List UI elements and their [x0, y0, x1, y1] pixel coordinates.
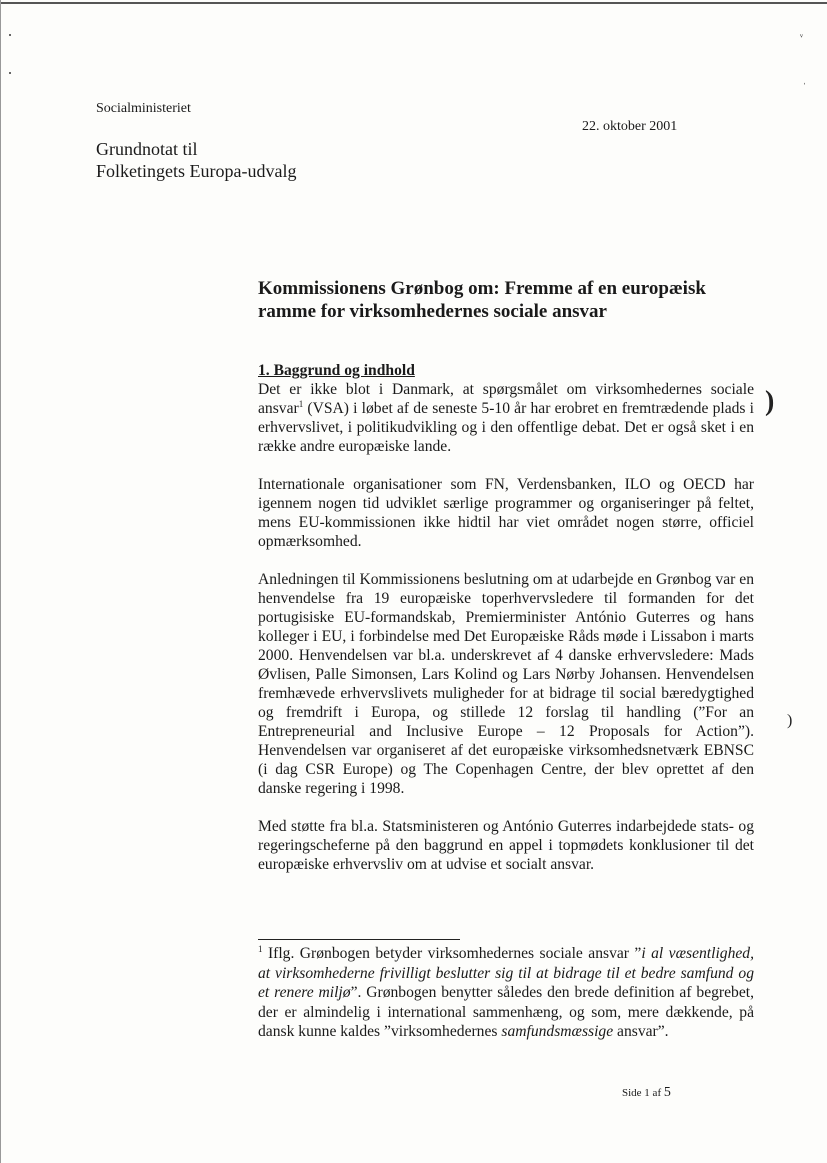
top-border-line [0, 2, 827, 4]
paragraph: Internationale organisationer som FN, Verdensbanken, ILO og OECD har igennem nogen tid udviklet særlige programmer og organiseringer på feltet, mens EU-kommissionen ikke hidtil har viet området nogen større, officiel opmærksomhed. [258, 476, 754, 550]
scan-speck: ᵛ [800, 32, 803, 43]
section-background [258, 361, 754, 874]
footnote-number: 1 [258, 943, 263, 954]
page-number [622, 1085, 671, 1101]
memo-subtitle [96, 138, 296, 182]
section-heading: 1. Baggrund og indhold [258, 362, 415, 379]
paragraph [258, 380, 754, 456]
footnote-term: samfundsmæssige [501, 1023, 614, 1040]
footnote-quote: i al væsentlighed, at virksomhederne frivilligt beslutter sig til at bidrage til et bedre samfund og et renere miljø [258, 945, 754, 1001]
scan-speck: ˈ [803, 82, 807, 93]
document-date: 22. oktober 2001 [582, 119, 678, 134]
title-line: Kommissionens Grønbog om: Fremme af en europæisk [258, 278, 706, 299]
footnote-separator [258, 939, 460, 940]
document-title [258, 277, 758, 323]
scan-speck [9, 72, 11, 74]
binder-hole-mark: ) [787, 712, 793, 729]
page-number-prefix: Side 1 af [622, 1087, 664, 1099]
footnote [258, 944, 754, 1042]
subtitle-line: Grundnotat til [96, 139, 198, 159]
binder-hole-mark: ) [765, 386, 775, 417]
scan-speck [9, 34, 11, 36]
paragraph: Med støtte fra bl.a. Statsministeren og António Guterres indarbejdede stats- og regeringscheferne på den baggrund en appel i topmødets konklusioner til det europæiske erhvervsliv om at udvise et socialt ansvar. [258, 818, 754, 873]
page-total: 5 [663, 1085, 671, 1100]
paragraph-text: (VSA) i løbet af de seneste 5-10 år har erobret en fremtrædende plads i erhvervslivet, i politikudvikling og i den offentlige debat. Det er også sket i en række andre europæiske lande. [258, 400, 754, 455]
subtitle-line: Folketingets Europa-udvalg [96, 161, 297, 181]
footnote-reference: 1 [298, 398, 304, 409]
title-line: ramme for virksomhedernes sociale ansvar [258, 301, 607, 322]
footnote-text: ansvar”. [613, 1023, 669, 1040]
ministry-name: Socialministeriet [96, 101, 191, 116]
left-border-line [0, 0, 1, 1163]
paragraph-text: Det er ikke blot i Danmark, at spørgsmålet om virksomhedernes sociale ansvar [258, 381, 754, 417]
footnote-text: Iflg. Grønbogen betyder virksomhedernes sociale ansvar ” [262, 945, 642, 962]
footnote-text: ”. Grønbogen benytter således den brede definition af begrebet, der er almindelig i international sammenhæng, og som, mere dækkende, på dansk kunne kaldes ”virksomhedernes [258, 984, 754, 1040]
paragraph: Anledningen til Kommissionens beslutning om at udarbejde en Grønbog var en henvendelse fra 19 europæiske toperhvervsledere til formanden for det portugisiske EU-formandskab, Premierminister António Guterres og hans kolleger i EU, i forbindelse med Det Europæiske Råds møde i Lissabon i marts 2000. Henvendelsen var bl.a. underskrevet af 4 danske erhvervsledere: Mads Øvlisen, Palle Simonsen, Lars Kolind og Lars Nørby Johansen. Henvendelsen fremhævede erhvervslivets muligheder for at bidrage til social bæredygtighed og fremdrift i Europa, og stillede 12 forslag til handling (”For an Entrepreneurial and Inclusive Europe – 12 Proposals for Action”). Henvendelsen var organiseret af det europæiske virksomhedsnetværk EBNSC (i dag CSR Europe) og The Copenhagen Centre, der blev oprettet af den danske regering i 1998. [258, 571, 754, 797]
